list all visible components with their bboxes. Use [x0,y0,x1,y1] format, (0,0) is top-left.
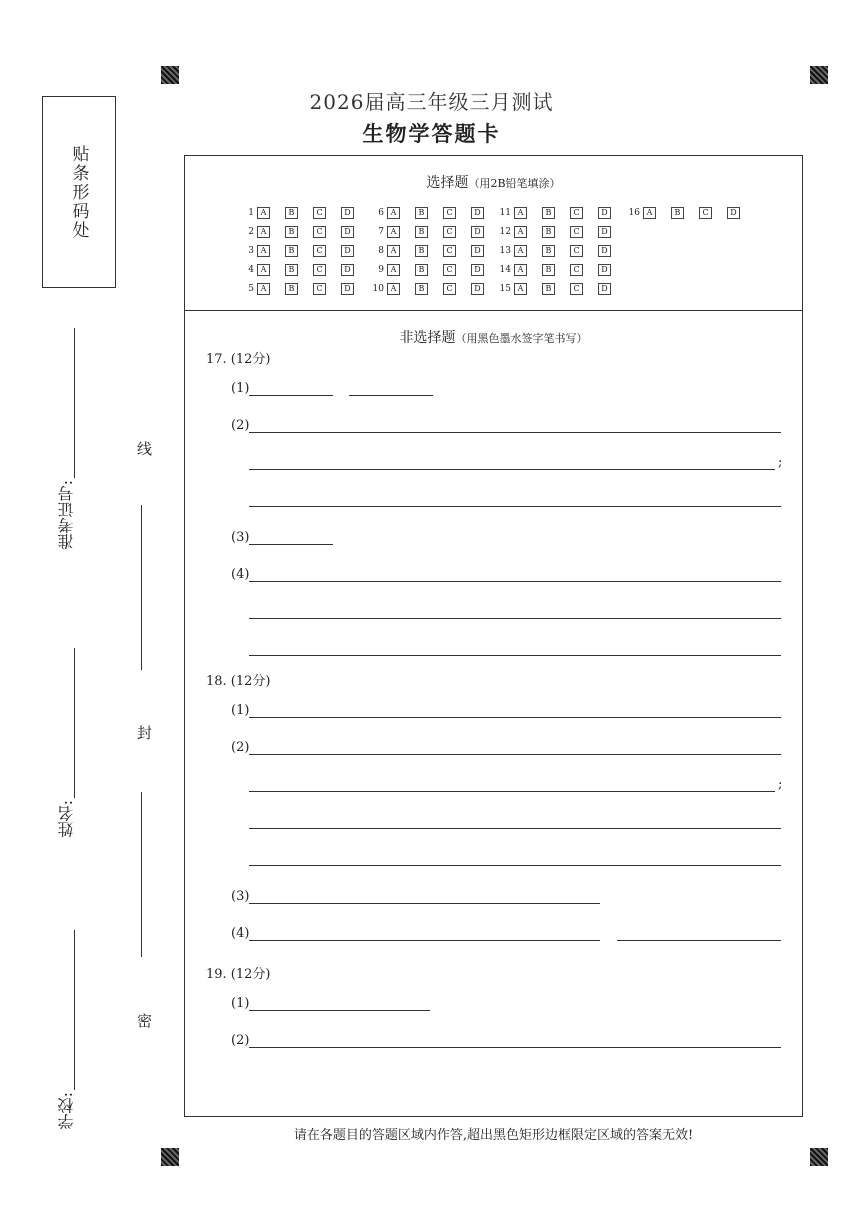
bubble-b[interactable]: B [285,226,298,238]
bubble-b[interactable]: B [285,245,298,257]
bubble-b[interactable]: B [285,283,298,295]
q18-part4-label: (4) [231,926,250,941]
bubble-a[interactable]: A [514,283,527,295]
school-line[interactable] [74,930,75,1090]
barcode-label: 贴条形码处 [68,144,89,240]
bubble-b[interactable]: B [285,207,298,219]
name-label: 姓名: [57,800,76,838]
bubble-c[interactable]: C [443,226,456,238]
bubble-d[interactable]: D [471,264,484,276]
bubble-b[interactable]: B [542,264,555,276]
bubble-d[interactable]: D [598,264,611,276]
q17-part1-blank[interactable] [349,395,433,396]
bubble-c[interactable]: C [313,245,326,257]
bubble-c[interactable]: C [443,245,456,257]
bubble-c[interactable]: C [443,264,456,276]
mc-number: 6 [378,207,384,218]
mc-number: 13 [499,245,511,256]
exam-id-label: 准考证号: [57,480,76,550]
nonmc-note: （用黑色墨水签字笔书写） [455,332,588,345]
mc-question [370,260,499,279]
bubble-a[interactable]: A [514,207,527,219]
mc-number: 7 [378,226,384,237]
bubble-d[interactable]: D [598,226,611,238]
bubble-d[interactable]: D [598,283,611,295]
registration-marker [161,1148,179,1166]
q17-part4-blank[interactable] [249,655,781,656]
bubble-c[interactable]: C [313,283,326,295]
bubble-d[interactable]: D [471,207,484,219]
bubble-a[interactable]: A [387,264,400,276]
bubble-d[interactable]: D [471,226,484,238]
bubble-d[interactable]: D [727,207,740,219]
bubble-a[interactable]: A [643,207,656,219]
bubble-b[interactable]: B [542,207,555,219]
bubble-a[interactable]: A [514,226,527,238]
bubble-d[interactable]: D [471,283,484,295]
mc-question [370,203,499,222]
q18-part4-blank[interactable] [617,940,781,941]
bubble-b[interactable]: B [542,283,555,295]
q18-part2-label: (2) [231,740,250,755]
bubble-c[interactable]: C [313,264,326,276]
name-line[interactable] [74,648,75,798]
mc-number: 9 [378,264,384,275]
q19-heading: 19. (12分) [206,967,271,982]
q18-part1-blank[interactable] [249,717,781,718]
school-label: 学校: [57,1092,76,1130]
q17-part4-blank[interactable] [249,581,781,582]
q18-part2-blank[interactable] [249,754,781,755]
bubble-b[interactable]: B [415,283,428,295]
q17-part4-blank[interactable] [249,618,781,619]
mc-number: 16 [628,207,640,218]
bubble-a[interactable]: A [387,283,400,295]
mc-question [497,279,626,298]
registration-marker [810,1148,828,1166]
mc-group-4 [626,203,755,222]
q17-part2-label: (2) [231,418,250,433]
bubble-a[interactable]: A [257,226,270,238]
mc-group-3 [497,203,626,298]
bubble-a[interactable]: A [514,264,527,276]
q18-part2-blank[interactable] [249,828,781,829]
q18-part3-label: (3) [231,889,250,904]
q17-part1-label: (1) [231,381,250,396]
bubble-d[interactable]: D [341,207,354,219]
mc-number: 4 [248,264,254,275]
semicolon: ; [778,777,783,792]
mc-question [370,241,499,260]
q18-part1-label: (1) [231,703,250,718]
card-title: 生物学答题卡 [362,121,501,146]
bubble-b[interactable]: B [542,245,555,257]
mc-question [240,241,369,260]
semicolon: ; [778,455,783,470]
nonmc-title: 非选择题 [399,330,456,346]
mc-number: 2 [248,226,254,237]
mc-title: 选择题 [426,175,469,191]
section-divider [184,310,803,311]
registration-marker [810,66,828,84]
bubble-d[interactable]: D [341,264,354,276]
q17-part2-blank[interactable] [249,432,781,433]
bubble-c[interactable]: C [570,226,583,238]
footer-note: 请在各题目的答题区域内作答,超出黑色矩形边框限定区域的答案无效! [293,1128,694,1143]
bubble-c[interactable]: C [699,207,712,219]
mc-number: 8 [378,245,384,256]
bubble-a[interactable]: A [387,226,400,238]
mc-number: 3 [248,245,254,256]
bubble-d[interactable]: D [471,245,484,257]
mc-number: 5 [248,283,254,294]
q19-part2-blank[interactable] [249,1047,781,1048]
bubble-b[interactable]: B [671,207,684,219]
q18-part2-blank[interactable] [249,865,781,866]
bubble-c[interactable]: C [313,207,326,219]
mc-number: 11 [499,207,511,218]
mc-question [497,260,626,279]
mc-question [370,222,499,241]
mc-question [240,260,369,279]
barcode-area [42,96,116,288]
bubble-a[interactable]: A [257,283,270,295]
mc-number: 10 [372,283,384,294]
mc-group-2 [370,203,499,298]
bubble-d[interactable]: D [341,283,354,295]
bubble-c[interactable]: C [570,283,583,295]
bubble-b[interactable]: B [415,207,428,219]
answer-frame [184,155,803,1117]
exam-title: 2026届高三年级三月测试 [309,90,554,114]
mc-question [370,279,499,298]
mc-question [497,203,626,222]
bubble-b[interactable]: B [285,264,298,276]
mc-question [240,279,369,298]
bubble-d[interactable]: D [598,207,611,219]
nonmc-section-title [184,327,803,347]
seal-char-xian: 线 [137,440,153,458]
bubble-a[interactable]: A [387,245,400,257]
mc-group-1 [240,203,369,298]
bubble-d[interactable]: D [341,245,354,257]
bubble-c[interactable]: C [443,207,456,219]
bubble-c[interactable]: C [443,283,456,295]
mc-number: 14 [499,264,511,275]
seal-line [141,505,142,670]
q17-part3-blank[interactable] [249,544,333,545]
q19-part2-label: (2) [231,1033,250,1048]
mc-question [240,222,369,241]
bubble-c[interactable]: C [570,207,583,219]
registration-marker [161,66,179,84]
exam-id-line[interactable] [74,328,75,478]
bubble-b[interactable]: B [415,226,428,238]
seal-line [141,792,142,957]
q19-part1-blank[interactable] [249,1010,430,1011]
q18-part3-blank[interactable] [249,903,600,904]
mc-note: （用2B铅笔填涂） [468,177,561,190]
bubble-c[interactable]: C [570,264,583,276]
bubble-a[interactable]: A [514,245,527,257]
bubble-a[interactable]: A [257,245,270,257]
bubble-c[interactable]: C [570,245,583,257]
bubble-b[interactable]: B [542,226,555,238]
q17-part3-label: (3) [231,530,250,545]
q18-part2-blank[interactable] [249,791,775,792]
q18-part4-blank[interactable] [249,940,600,941]
bubble-c[interactable]: C [313,226,326,238]
mc-number: 15 [499,283,511,294]
bubble-a[interactable]: A [257,207,270,219]
mc-number: 12 [499,226,511,237]
bubble-d[interactable]: D [598,245,611,257]
seal-char-feng: 封 [137,724,153,742]
bubble-b[interactable]: B [415,264,428,276]
mc-section-title [184,172,803,192]
bubble-d[interactable]: D [341,226,354,238]
q17-part4-label: (4) [231,567,250,582]
q19-part1-label: (1) [231,996,250,1011]
mc-number: 1 [248,207,254,218]
q18-heading: 18. (12分) [206,674,271,689]
q17-part2-blank[interactable] [249,506,781,507]
q17-heading: 17. (12分) [206,352,271,367]
q17-part2-blank[interactable] [249,469,775,470]
bubble-a[interactable]: A [387,207,400,219]
mc-question [497,241,626,260]
mc-question [626,203,755,222]
bubble-b[interactable]: B [415,245,428,257]
mc-question [497,222,626,241]
seal-char-mi: 密 [137,1012,153,1030]
bubble-a[interactable]: A [257,264,270,276]
q17-part1-blank[interactable] [249,395,333,396]
mc-question [240,203,369,222]
